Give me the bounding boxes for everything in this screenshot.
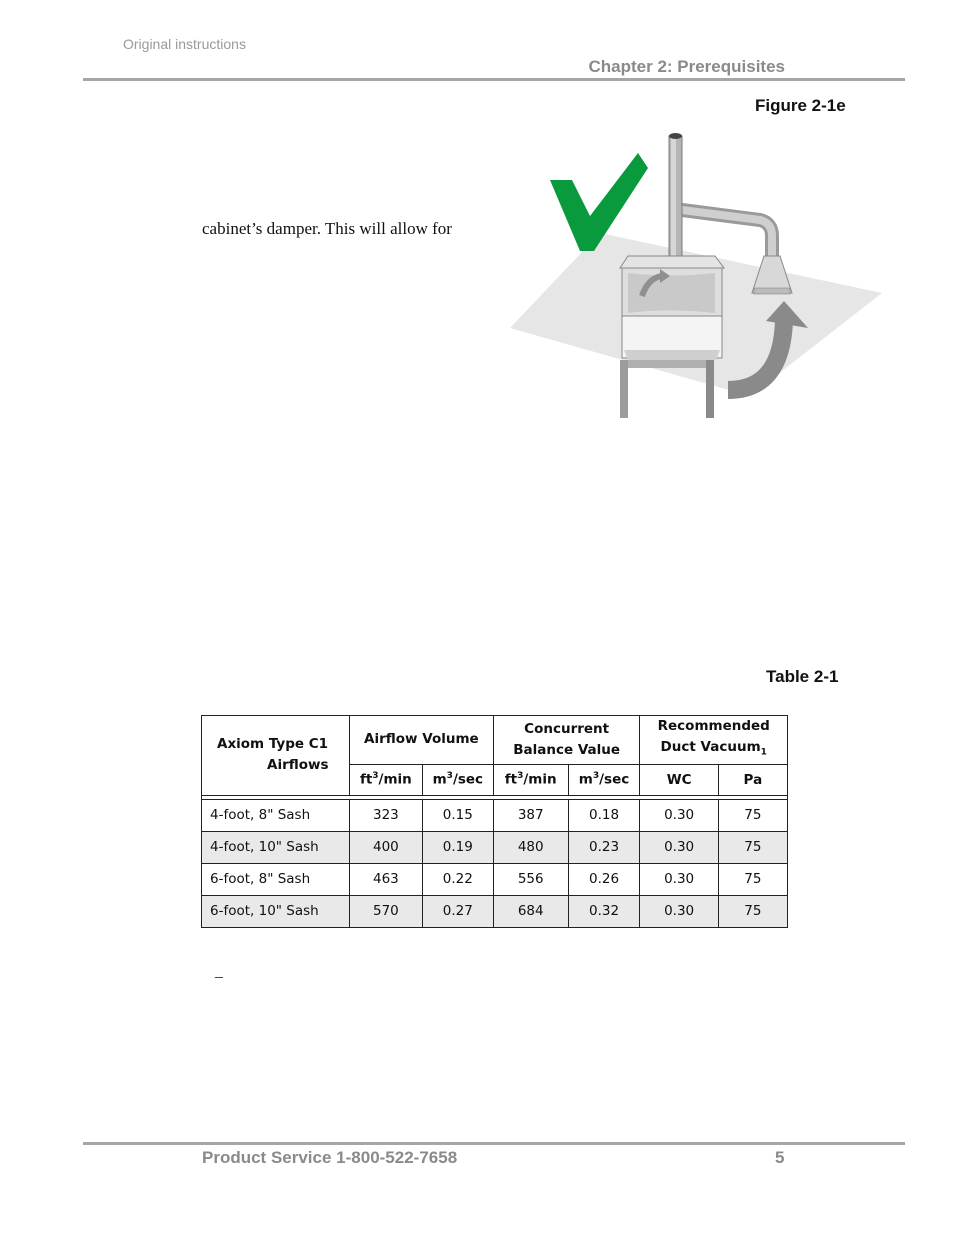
- table-row: [202, 895, 788, 927]
- header-concurrent-line1: Concurrent: [524, 720, 610, 737]
- header-type-line1: Axiom Type C1: [217, 736, 329, 753]
- product-service-footer: Product Service 1-800-522-7658: [202, 1148, 458, 1167]
- cell-airflow-m3: 0.19: [422, 831, 493, 863]
- airflow-table: [201, 715, 788, 928]
- cell-pa: 75: [718, 863, 787, 895]
- cell-balance-m3: 0.23: [568, 831, 640, 863]
- unit-sec: /sec: [452, 771, 484, 788]
- unit-sup: 3: [592, 771, 600, 782]
- cell-airflow-ft3: 463: [349, 863, 422, 895]
- original-instructions-label: Original instructions: [123, 36, 246, 52]
- chapter-title: Chapter 2: Prerequisites: [588, 57, 785, 76]
- cell-airflow-m3: 0.22: [422, 863, 493, 895]
- header-rule: [83, 78, 905, 81]
- cell-wc: 0.30: [640, 831, 718, 863]
- cabinet-leg-left: [620, 360, 628, 418]
- cell-airflow-m3: 0.27: [422, 895, 493, 927]
- cell-balance-m3: 0.18: [568, 799, 640, 831]
- header-recommended-line1: Recommended: [657, 718, 770, 734]
- unit-av-m3: [422, 764, 493, 795]
- table-header-row: [202, 716, 788, 765]
- unit-sec: /sec: [599, 771, 630, 788]
- cell-airflow-ft3: 400: [349, 831, 422, 863]
- row-label: 4-foot, 10" Sash: [202, 831, 350, 863]
- cell-airflow-m3: 0.15: [422, 799, 493, 831]
- fume-hood-illustration: [510, 128, 882, 423]
- unit-min: /min: [378, 771, 412, 788]
- cell-balance-m3: 0.32: [568, 895, 640, 927]
- unit-ft: ft: [359, 771, 373, 788]
- header-recommended-line2: [640, 737, 787, 764]
- fume-hood-figure: [510, 128, 882, 423]
- canopy-hood: [752, 256, 792, 293]
- checkmark-icon: [550, 153, 648, 251]
- table-row: [202, 799, 788, 831]
- body-text: cabinet’s damper. This will allow for: [202, 219, 452, 238]
- figure-caption: Figure 2-1e: [755, 96, 846, 115]
- unit-sup: 3: [372, 771, 379, 782]
- unit-min: /min: [523, 771, 557, 788]
- unit-cb-m3: [568, 764, 640, 795]
- cell-wc: 0.30: [640, 863, 718, 895]
- row-label: 6-foot, 8" Sash: [202, 863, 350, 895]
- header-duct-vacuum-text: Duct Vacuum: [660, 739, 761, 755]
- cell-balance-ft3: 556: [493, 863, 568, 895]
- footnote-mark: _: [215, 962, 223, 978]
- header-airflow-volume: Airflow Volume: [349, 716, 493, 765]
- page-number: 5: [775, 1148, 785, 1167]
- cell-wc: 0.30: [640, 895, 718, 927]
- unit-wc: WC: [640, 764, 718, 795]
- cell-balance-ft3: 684: [493, 895, 568, 927]
- unit-cb-ft3: [493, 764, 568, 795]
- header-axiom-type: [202, 716, 350, 796]
- cell-balance-m3: 0.26: [568, 863, 640, 895]
- footer-rule: [83, 1142, 905, 1145]
- header-footnote-ref: 1: [760, 747, 767, 758]
- table-row: [202, 831, 788, 863]
- cell-pa: 75: [718, 895, 787, 927]
- cabinet-top: [620, 256, 724, 268]
- unit-ft: ft: [504, 771, 518, 788]
- header-type-line2: Airflows: [267, 757, 329, 774]
- unit-m: m: [432, 771, 447, 788]
- header-recommended-duct-vacuum: [640, 716, 788, 765]
- cell-airflow-ft3: 570: [349, 895, 422, 927]
- cell-balance-ft3: 480: [493, 831, 568, 863]
- cell-pa: 75: [718, 799, 787, 831]
- table-row: [202, 863, 788, 895]
- row-label: 6-foot, 10" Sash: [202, 895, 350, 927]
- header-concurrent-line2: Balance Value: [513, 741, 621, 758]
- cell-balance-ft3: 387: [493, 799, 568, 831]
- row-label: 4-foot, 8" Sash: [202, 799, 350, 831]
- unit-sup: 3: [517, 771, 524, 782]
- cabinet-leg-right: [706, 360, 714, 418]
- unit-pa: Pa: [718, 764, 787, 795]
- cell-wc: 0.30: [640, 799, 718, 831]
- header-concurrent-balance: [493, 716, 640, 765]
- unit-m: m: [578, 771, 593, 788]
- table-caption: Table 2-1: [766, 667, 839, 686]
- cell-airflow-ft3: 323: [349, 799, 422, 831]
- unit-sup: 3: [446, 771, 453, 782]
- unit-av-ft3: [349, 764, 422, 795]
- cell-pa: 75: [718, 831, 787, 863]
